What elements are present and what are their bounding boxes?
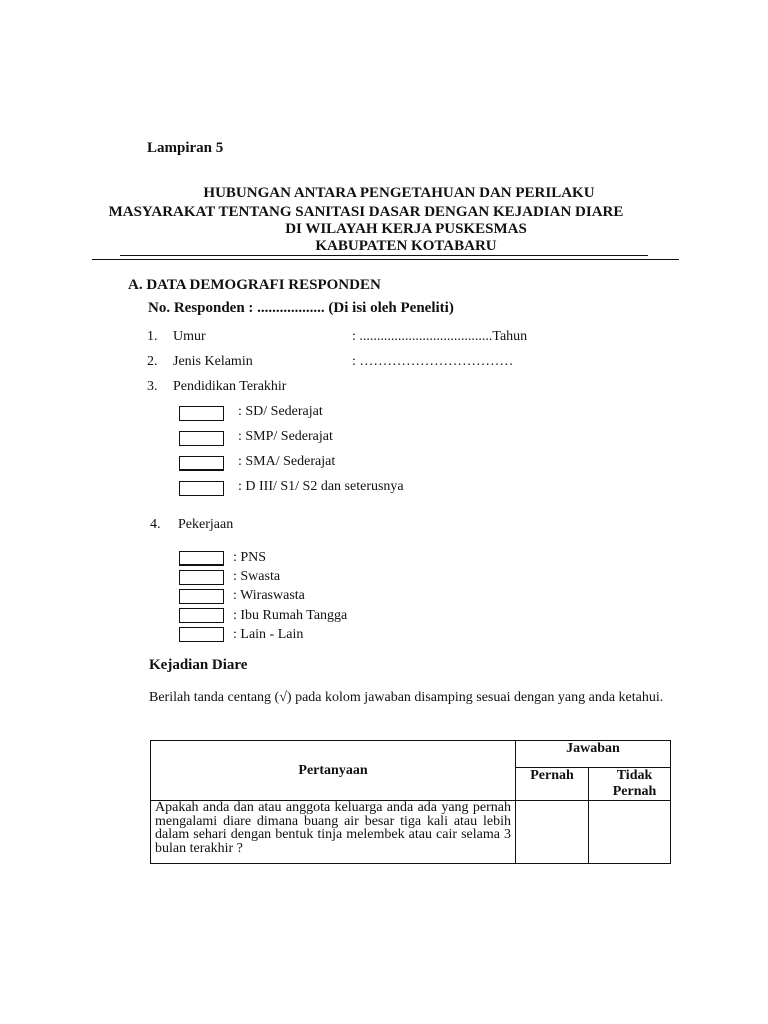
occupation-option-housewife: : Ibu Rumah Tangga xyxy=(233,608,348,623)
title-line-2: MASYARAKAT TENTANG SANITASI DASAR DENGAN KEJADIAN DIARE xyxy=(108,204,624,220)
education-checkbox-sd[interactable] xyxy=(179,406,224,421)
occupation-option-other: : Lain - Lain xyxy=(233,627,304,642)
occupation-checkbox-other[interactable] xyxy=(179,627,224,642)
item-number: 4. xyxy=(150,517,161,532)
title-line-1: HUBUNGAN ANTARA PENGETAHUAN DAN PERILAKU xyxy=(203,185,595,201)
answer-tidak-pernah-header xyxy=(589,768,671,801)
occupation-checkbox-housewife[interactable] xyxy=(179,608,224,623)
attachment-label: Lampiran 5 xyxy=(147,140,224,156)
item-label-education: Pendidikan Terakhir xyxy=(173,379,287,394)
education-checkbox-sma[interactable] xyxy=(179,456,224,471)
education-option-sd: : SD/ Sederajat xyxy=(238,404,323,419)
answer-cell-pernah[interactable] xyxy=(516,801,589,864)
item-number: 2. xyxy=(147,354,158,369)
title-underline xyxy=(120,255,648,256)
tidak-label: Tidak xyxy=(616,768,653,783)
occupation-option-swasta: : Swasta xyxy=(233,569,281,584)
occupation-option-wiraswasta: : Wiraswasta xyxy=(233,588,305,603)
item-label-occupation: Pekerjaan xyxy=(178,517,234,532)
occupation-checkbox-swasta[interactable] xyxy=(179,570,224,585)
instruction-text: Berilah tanda centang (√) pada kolom jawaban disamping sesuai dengan yang anda ketahui. xyxy=(149,690,664,705)
title-divider xyxy=(92,259,679,260)
occupation-option-pns: : PNS xyxy=(233,550,267,565)
item-number: 3. xyxy=(147,379,158,394)
respondent-number-line: No. Responden : .................. (Di isi oleh Peneliti) xyxy=(148,300,454,316)
gender-field[interactable]: : …………………………… xyxy=(352,354,514,369)
education-option-sma: : SMA/ Sederajat xyxy=(238,454,336,469)
education-checkbox-smp[interactable] xyxy=(179,431,224,446)
title-line-3: DI WILAYAH KERJA PUSKESMAS xyxy=(285,221,527,237)
answer-cell-tidak-pernah[interactable] xyxy=(589,801,671,864)
education-option-higher: : D III/ S1/ S2 dan seterusnya xyxy=(238,479,404,494)
question-column-header: Pertanyaan xyxy=(151,741,516,801)
education-checkbox-higher[interactable] xyxy=(179,481,224,496)
answer-pernah-header: Pernah xyxy=(516,768,589,801)
answer-column-header: Jawaban xyxy=(516,741,671,768)
question-table xyxy=(150,740,671,864)
item-label-gender: Jenis Kelamin xyxy=(173,354,253,369)
section-a-heading: A. DATA DEMOGRAFI RESPONDEN xyxy=(128,277,381,293)
diarrhea-section-heading: Kejadian Diare xyxy=(149,657,248,673)
question-text: Apakah anda dan atau anggota keluarga anda ada yang pernah mengalami diare dimana buang air besar tiga kali atau lebih dalam sehari dengan bentuk tinja melembek atau cair selama 3 bulan terakhir ? xyxy=(151,801,516,864)
occupation-checkbox-wiraswasta[interactable] xyxy=(179,589,224,604)
title-line-4: KABUPATEN KOTABARU xyxy=(315,238,497,254)
item-label-age: Umur xyxy=(173,329,206,344)
education-option-smp: : SMP/ Sederajat xyxy=(238,429,333,444)
pernah-label: Pernah xyxy=(612,784,657,799)
item-number: 1. xyxy=(147,329,158,344)
age-field[interactable]: : ......................................Tahun xyxy=(352,329,528,344)
occupation-checkbox-pns[interactable] xyxy=(179,551,224,566)
